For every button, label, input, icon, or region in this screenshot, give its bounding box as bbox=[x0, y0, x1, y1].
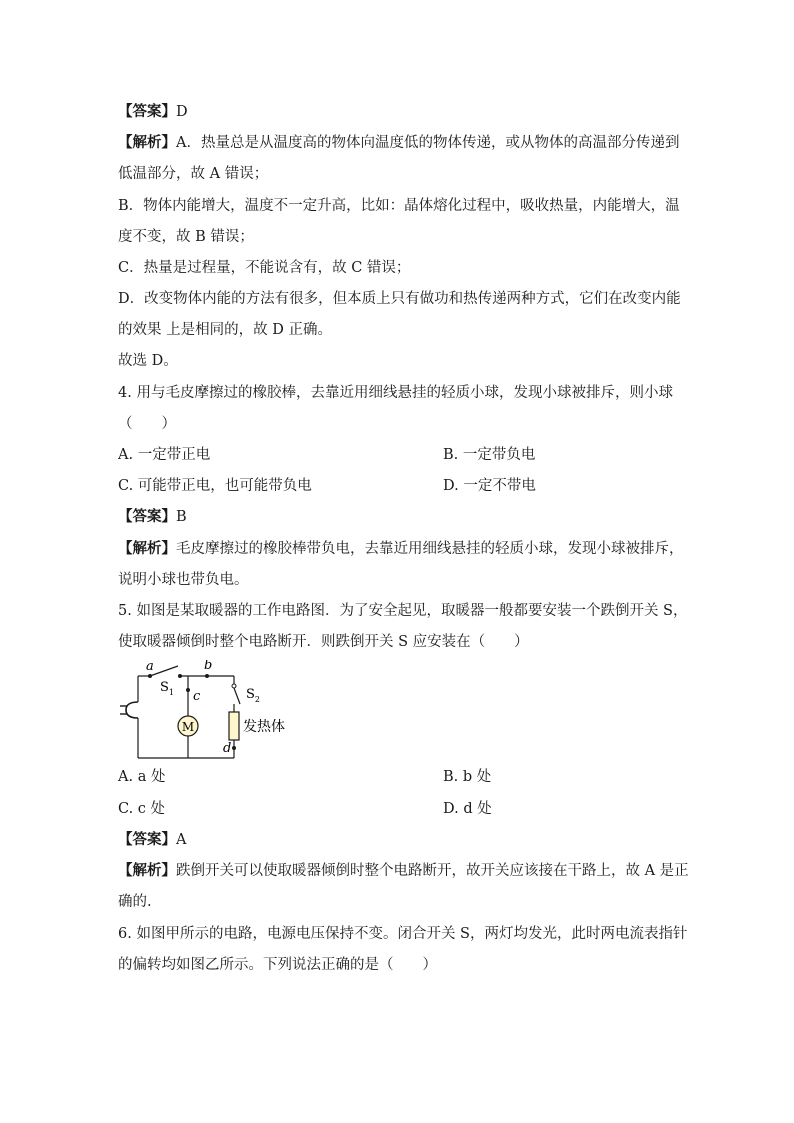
label-d: d bbox=[223, 741, 232, 756]
q4-analysis-line-1: 【解析】毛皮摩擦过的橡胶棒带负电，去靠近用细线悬挂的轻质小球，发现小球被排斥， bbox=[118, 540, 684, 557]
q5-answer: 【答案】A bbox=[118, 831, 187, 848]
s2-contact bbox=[232, 684, 236, 688]
label-b: b bbox=[204, 660, 213, 673]
label-s1: $S_1$ bbox=[160, 680, 174, 697]
node-b-dot bbox=[205, 674, 209, 678]
q4-option-a: A. 一定带正电 bbox=[118, 447, 211, 463]
q5-option-b: B. b 处 bbox=[443, 769, 492, 785]
q4-option-b: B. 一定带负电 bbox=[443, 447, 536, 463]
q3-analysis-line-6: D．改变物体内能的方法有很多，但本质上只有做功和热传递两种方式，它们在改变内能 bbox=[118, 291, 681, 307]
label-s2: $S_2$ bbox=[246, 687, 260, 704]
q3-analysis-line-1: 【解析】A．热量总是从温度高的物体向温度低的物体传递，或从物体的高温部分传递到 bbox=[118, 134, 680, 151]
q3-answer: 【答案】D bbox=[118, 103, 188, 120]
q5-stem-line-2: 使取暖器倾倒时整个电路断开．则跌倒开关 S 应安装在（ ） bbox=[118, 634, 529, 650]
q6-stem-line-1: 6. 如图甲所示的电路，电源电压保持不变。闭合开关 S，两灯均发光，此时两电流表指针 bbox=[118, 926, 688, 942]
q3-analysis-line-7: 的效果 上是相同的，故 D 正确。 bbox=[118, 322, 332, 338]
q4-option-c: C. 可能带正电，也可能带负电 bbox=[118, 478, 312, 494]
label-a: a bbox=[146, 660, 154, 674]
q4-stem-line-1: 4. 用与毛皮摩擦过的橡胶棒，去靠近用细线悬挂的轻质小球，发现小球被排斥，则小球 bbox=[118, 385, 673, 401]
q4-analysis-line-2: 说明小球也带负电。 bbox=[118, 572, 249, 588]
node-d-dot bbox=[232, 746, 236, 750]
heater-resistor-icon bbox=[229, 712, 239, 740]
q5-analysis-line-2: 确的. bbox=[118, 894, 152, 910]
heater-label: 发热体 bbox=[243, 719, 285, 735]
circuit-diagram bbox=[112, 660, 302, 764]
q5-option-a: A. a 处 bbox=[118, 769, 166, 785]
q5-stem-line-1: 5. 如图是某取暖器的工作电路图．为了安全起见，取暖器一般都要安装一个跌倒开关 S， bbox=[118, 603, 688, 619]
node-c-dot bbox=[186, 688, 190, 692]
q3-conclusion: 故选 D。 bbox=[118, 353, 178, 369]
s1-contact-dot bbox=[178, 674, 182, 678]
q5-option-d: D. d 处 bbox=[443, 801, 492, 817]
motor-label: M bbox=[181, 720, 195, 734]
q4-answer: 【答案】B bbox=[118, 508, 187, 525]
q3-analysis-line-4: 度不变，故 B 错误； bbox=[118, 229, 254, 245]
q3-analysis-line-3: B．物体内能增大，温度不一定升高，比如：晶体熔化过程中，吸收热量，内能增大，温 bbox=[118, 198, 680, 214]
q5-option-c: C. c 处 bbox=[118, 801, 166, 817]
q4-option-d: D. 一定不带电 bbox=[443, 478, 536, 494]
plug-icon bbox=[120, 702, 138, 718]
label-c: c bbox=[193, 689, 201, 704]
q3-analysis-line-5: C．热量是过程量，不能说含有，故 C 错误； bbox=[118, 260, 411, 276]
q5-analysis-line-1: 【解析】跌倒开关可以使取暖器倾倒时整个电路断开，故开关应该接在干路上，故 A 是正 bbox=[118, 862, 689, 879]
node-a-dot bbox=[148, 674, 152, 678]
q3-analysis-line-2: 低温部分，故 A 错误； bbox=[118, 166, 269, 182]
q6-stem-line-2: 的偏转均如图乙所示。下列说法正确的是（ ） bbox=[118, 957, 437, 973]
q4-stem-line-2: （ ） bbox=[118, 416, 176, 432]
